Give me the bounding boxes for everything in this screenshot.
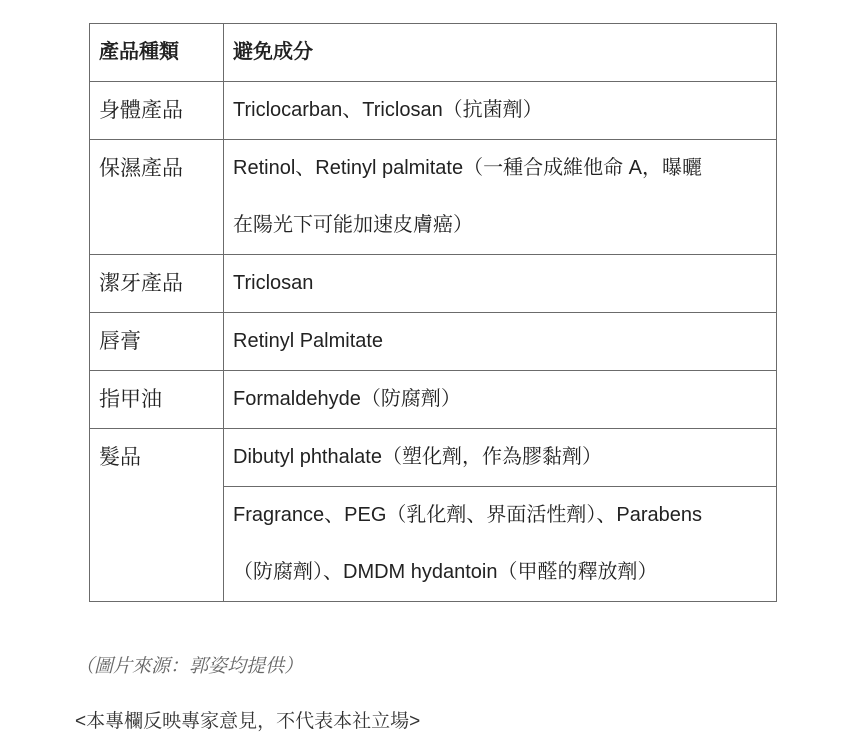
ingredient-line: Triclocarban、Triclosan（抗菌劑）: [233, 99, 543, 121]
ingredient-line: Dibutyl phthalate（塑化劑，作為膠黏劑）: [233, 446, 602, 468]
image-source-caption: （圖片來源：郭姿均提供）: [75, 656, 304, 677]
ingredient-cell: [224, 140, 777, 255]
table-header-row: [90, 24, 777, 82]
column-disclaimer: <本專欄反映專家意見，不代表本社立場>: [75, 711, 421, 732]
ingredient-line: Retinol、Retinyl palmitate（一種合成維他命 A，曝曬: [233, 157, 702, 179]
category-cell: 潔牙產品: [90, 255, 224, 313]
category-cell: 身體產品: [90, 82, 224, 140]
ingredient-cell: [224, 429, 777, 487]
table-row: [90, 140, 777, 255]
table-row: [90, 429, 777, 487]
category-cell: 唇膏: [90, 313, 224, 371]
category-cell: 保濕產品: [90, 140, 224, 255]
ingredient-cell: [224, 82, 777, 140]
ingredient-line: Formaldehyde（防腐劑）: [233, 388, 461, 410]
ingredient-line: 在陽光下可能加速皮膚癌）: [233, 214, 473, 236]
category-cell: 指甲油: [90, 371, 224, 429]
ingredient-line: （防腐劑）、DMDM hydantoin（甲醛的釋放劑）: [233, 561, 658, 583]
ingredient-line: Retinyl Palmitate: [233, 330, 384, 352]
ingredient-line: Fragrance、PEG（乳化劑、界面活性劑）、Parabens: [233, 504, 703, 526]
table-row: [90, 82, 777, 140]
ingredient-cell: [224, 371, 777, 429]
table-row: [90, 371, 777, 429]
table-row: [90, 255, 777, 313]
ingredient-cell: [224, 255, 777, 313]
category-cell: 髮品: [90, 429, 224, 602]
table-row: [90, 313, 777, 371]
ingredient-line: Triclosan: [233, 272, 314, 294]
header-product-type: 產品種類: [90, 24, 224, 82]
ingredient-cell: [224, 313, 777, 371]
header-avoid-ingredients: 避免成分: [224, 24, 777, 82]
ingredient-table: [89, 23, 777, 602]
ingredient-cell: [224, 487, 777, 602]
